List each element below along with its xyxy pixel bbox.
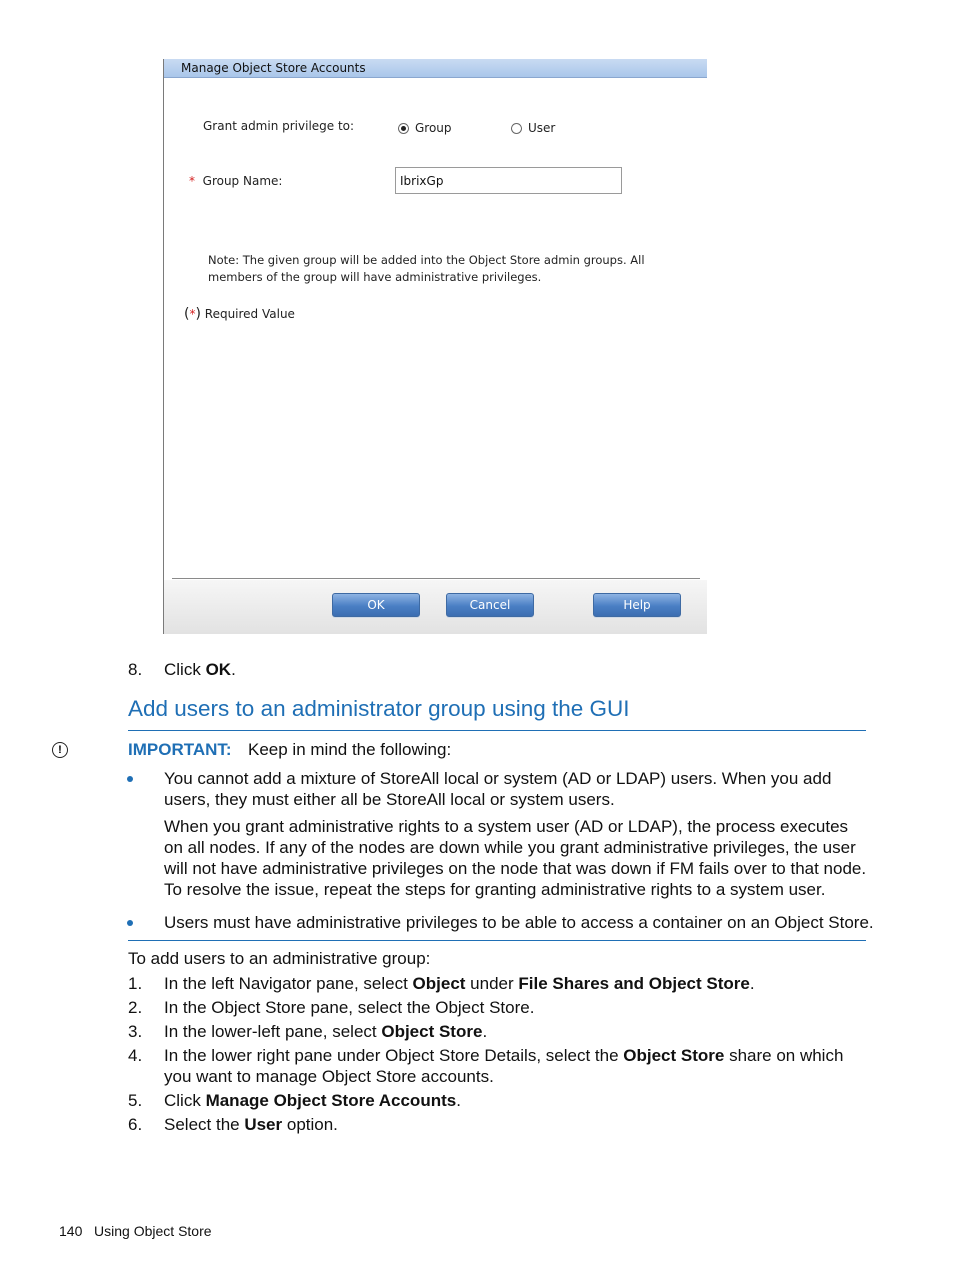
- step-1-end: .: [749, 974, 755, 993]
- radio-group-label: Group: [415, 121, 452, 135]
- dialog-note: [208, 252, 668, 286]
- required-star: *: [189, 174, 195, 188]
- important-label: IMPORTANT:: [128, 740, 232, 759]
- important-icon: !: [52, 742, 68, 758]
- ok-button[interactable]: OK: [332, 593, 420, 617]
- step-5-end: .: [456, 1091, 461, 1110]
- required-open-paren: (: [184, 306, 190, 322]
- step-8-bold: OK: [205, 660, 232, 679]
- group-name-label: Group Name:: [202, 174, 283, 188]
- step-2-number: 2.: [128, 998, 143, 1017]
- help-button[interactable]: Help: [593, 593, 681, 617]
- footer-title: Using Object Store: [94, 1223, 212, 1239]
- step-5: [164, 1090, 869, 1111]
- procedure-intro: To add users to an administrative group:: [128, 949, 431, 968]
- step-8-end: .: [231, 660, 236, 679]
- note-line-1: Note: The given group will be added into the Object Store admin groups. All: [208, 253, 645, 267]
- step-1: [164, 973, 869, 994]
- step-3-number: 3.: [128, 1022, 143, 1041]
- radio-group-option[interactable]: [398, 121, 452, 135]
- bullet-1-paragraph-2: When you grant administrative rights to a system user (AD or LDAP), the process executes on all nodes. If any of the nodes are down while you grant administrative privileges, the user will not have administrative privileges on the node that was down if FM fails over to that node. To resolve the issue, repeat the steps for granting administrative rights to a system user.: [164, 817, 867, 899]
- page-number: 140: [59, 1223, 83, 1239]
- step-6-text: Select the: [164, 1115, 245, 1134]
- important-end-rule: [128, 940, 866, 941]
- step-5-text: Click: [164, 1091, 206, 1110]
- step-5-bold: Manage Object Store Accounts: [205, 1091, 457, 1110]
- step-3-end: .: [482, 1022, 488, 1041]
- step-6: [164, 1114, 869, 1135]
- radio-unselected-icon: [511, 123, 522, 134]
- step-6-number: 6.: [128, 1115, 143, 1134]
- step-1-text: In the left Navigator pane, select: [164, 974, 413, 993]
- step-3-text: In the lower-left pane, select: [164, 1022, 382, 1041]
- required-value-legend: [184, 306, 295, 322]
- group-name-row: [189, 174, 282, 188]
- bullet-dot: [127, 776, 133, 782]
- step-4-text: In the lower right pane under Object Store Details, select the: [164, 1046, 624, 1065]
- radio-user-label: User: [528, 121, 556, 135]
- bullet-dot: [127, 920, 133, 926]
- step-2: In the Object Store pane, select the Object Store.: [164, 998, 535, 1017]
- step-6-end: option.: [282, 1115, 338, 1134]
- section-heading: Add users to an administrator group using the GUI: [128, 695, 866, 731]
- step-8-number: 8.: [128, 660, 143, 679]
- step-4-number: 4.: [128, 1046, 143, 1065]
- step-1-bold-file-shares: File Shares and Object Store: [518, 974, 750, 993]
- required-legend-star: *: [189, 307, 196, 321]
- bullet-2: Users must have administrative privileges to be able to access a container on an Object Store.: [164, 913, 874, 932]
- page-footer: [59, 1223, 212, 1239]
- step-6-bold: User: [244, 1115, 283, 1134]
- grant-privilege-label: Grant admin privilege to:: [203, 119, 355, 133]
- radio-selected-icon: [398, 123, 409, 134]
- cancel-button[interactable]: Cancel: [446, 593, 534, 617]
- dialog-divider: [172, 578, 700, 579]
- step-4-bold: Object Store: [623, 1046, 725, 1065]
- important-text: Keep in mind the following:: [248, 740, 452, 759]
- dialog-title: Manage Object Store Accounts: [164, 59, 707, 78]
- note-line-2: members of the group will have administrative privileges.: [208, 270, 542, 284]
- required-close-paren: ): [195, 306, 201, 322]
- step-1-number: 1.: [128, 974, 143, 993]
- step-1-bold-object: Object: [412, 974, 466, 993]
- bullet-1-paragraph-1: You cannot add a mixture of StoreAll local or system (AD or LDAP) users. When you add users, they must either all be StoreAll local or system users.: [164, 769, 832, 809]
- step-3-bold: Object Store: [381, 1022, 483, 1041]
- radio-user-option[interactable]: [511, 121, 555, 135]
- step-8: [164, 659, 869, 680]
- step-4-end: share on which you want to manage Object Store accounts.: [164, 1046, 844, 1086]
- required-value-label: Required Value: [204, 307, 295, 321]
- step-1-text-under: under: [465, 974, 519, 993]
- manage-accounts-dialog: [163, 59, 707, 634]
- step-8-text: Click: [164, 660, 206, 679]
- step-5-number: 5.: [128, 1091, 143, 1110]
- dialog-button-bar: [164, 580, 707, 634]
- step-4: [164, 1045, 869, 1087]
- group-name-input[interactable]: [395, 167, 622, 194]
- step-3: [164, 1021, 869, 1042]
